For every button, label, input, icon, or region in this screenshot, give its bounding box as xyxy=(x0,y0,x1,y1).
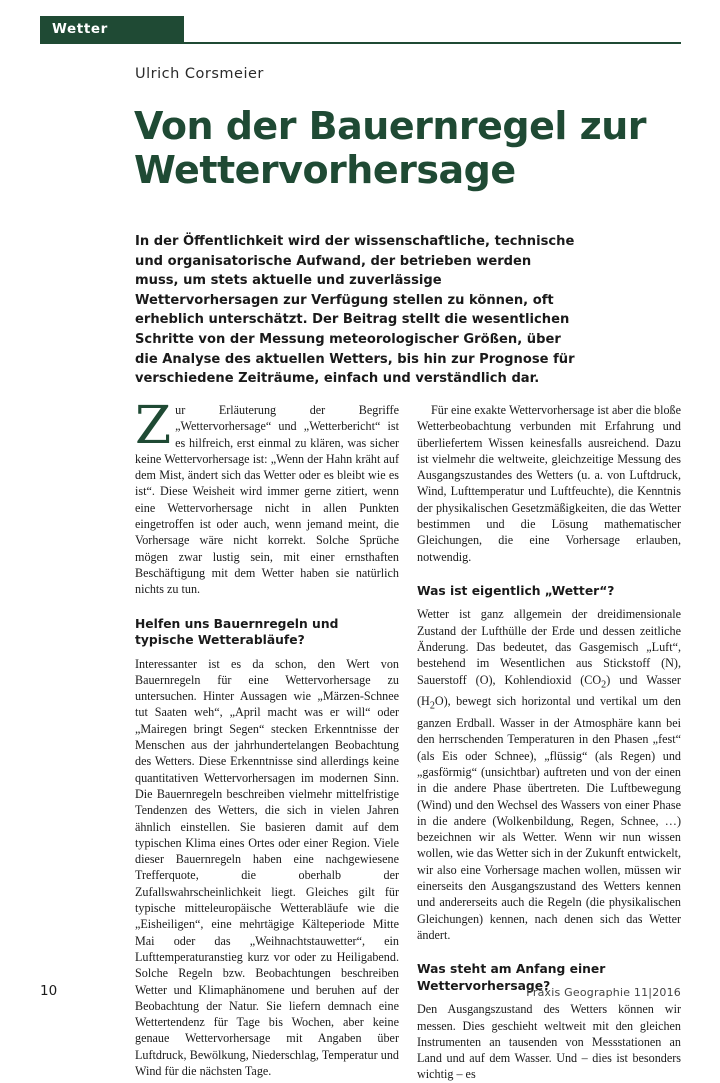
section-text-anfang: Den Ausgangszustand des Wetters können wir messen. Dies geschieht weltweit mit den gleichen Instrumenten an tausenden von Messstationen an Land und auf dem Wasser. Und – dies ist besonders wichtig – es xyxy=(417,1002,681,1082)
page-number: 10 xyxy=(40,983,58,999)
text-fragment: Wetter ist ganz allgemein der dreidimensionale Zustand der Lufthülle der Erde und dessen zeitliche Änderung. Das bedeutet, das Gasgemisch „Luft“, bestehend im Wesentlichen aus Stickstoff (N), Sauerstoff (O), Kohlendioxid (CO xyxy=(417,607,681,687)
section-text-wetter xyxy=(417,606,681,943)
header-rule xyxy=(40,42,681,44)
section-text-bauernregeln: Interessanter ist es da schon, den Wert von Bauernregeln für eine Wettervorhersage zu untersuchen. Hinter Aussagen wie „Märzen-Schnee tut Saaten weh“, „April macht was er will“ oder „Mairegen bringt Segen“ stecken Erkenntnisse der Menschen aus der jahrhundertelangen Beobachtung des Wetters. Diese Erkenntnisse sind allerdings keine quantitativen Wettervorhersagen im modernen Sinn. Die Bauernregeln beschreiben vielmehr mittelfristige Tendenzen des Wetters, die sich in vielen Jahren ähnlich einstellen. Sie basieren damit auf dem typischen Klima eines Ortes oder einer Region. Viele dieser Bauernregeln haben eine nachgewiesene Trefferquote, die oberhalb der Zufallswahrscheinlichkeit liegt. Gleiches gilt für typische mitteleuropäische Wetterabläufe wie die „Eisheiligen“, eine mehrtägige Kälteperiode Mitte Mai oder das „Weihnachtstauwetter“, ein Lufttemperaturanstieg kurz vor oder zu Heiligabend. Solche Regeln bzw. Beobachtungen beschreiben Wetter und Klimaphänomene und beruhen auf der Beobachtung der Natur. Sie liefern demnach eine Wettertendenz für Tage bis Wochen, aber keine genaue Wettervorhersage mit Angaben über Luftdruck, Bewölkung, Niederschlag, Temperatur und Wind für die nächsten Tage. xyxy=(135,656,399,1078)
drop-cap: Z xyxy=(135,396,172,456)
column-right xyxy=(417,402,681,1083)
section-tab xyxy=(40,16,184,43)
intro-text: ur Erläuterung der Begriffe „Wettervorhersage“ und „Wetterbericht“ ist es hilfreich, erst einmal zu klären, was sicher keine Wettervorhersage ist: „Wenn der Hahn kräht auf dem Mist, ändert sich das Wetter oder es bleibt wie es ist“. Diese Weisheit wird immer gerne zitiert, wenn eine Wettervorhersage nicht in allen Punkten eingetroffen ist oder auch, wenn jemand meint, die Vorhersage wäre nicht korrekt. Solche Sprüche mögen zwar lustig sein, mit einer ernsthaften Beschäftigung mit dem Wetter haben sie natürlich nichts zu tun. xyxy=(135,403,399,597)
journal-citation: Praxis Geographie 11|2016 xyxy=(526,986,681,999)
subscript-co2: 2 xyxy=(601,679,607,691)
right-intro-paragraph: Für eine exakte Wettervorhersage ist aber die bloße Wetterbeobachtung verbunden mit Erfahrung und überliefertem Wissen keinesfalls ausreichend. Dazu ist vielmehr die weltweite, gleichzeitige Messung des Ausgangszustandes des Wetters (u. a. von Luftdruck, Wind, Lufttemperatur und Luftfeuchte), die Kenntnis der physikalischen Gesetzmäßigkeiten, die das Wetter bestimmen und die Lösung mathematischer Gleichungen, die eine Vorhersage erlauben, notwendig. xyxy=(417,403,681,564)
section-label: Wetter xyxy=(52,21,108,37)
author-name: Ulrich Corsmeier xyxy=(135,66,264,82)
subscript-h2o: 2 xyxy=(429,700,435,712)
section-heading-wetter: Was ist eigentlich „Wetter“? xyxy=(417,583,615,598)
text-fragment: ) und Wasser (H xyxy=(417,672,681,709)
column-left xyxy=(135,396,399,1079)
article-lead: In der Öffentlichkeit wird der wissenschaftliche, technische und organisatorische Aufwand, der betrieben werden muss, um stets aktuelle und zuverlässige Wettervorhersagen zur Verfügung stellen zu können, oft erheblich unterschätzt. Der Beitrag stellt die wesentlichen Schritte von der Messung meteorologischer Größen, über die Analyse des aktuellen Wetters, bis hin zur Prognose für verschiedene Zeiträume, einfach und verständlich dar. xyxy=(135,234,575,387)
intro-paragraph xyxy=(135,396,399,598)
text-fragment: O), bewegt sich horizontal und vertikal um den ganzen Erdball. Wasser in der Atmosphäre kann bei den herrschenden Temperaturen in den Phasen „fest“ (als Eis oder Schnee), „flüssig“ (als Regen) und „gasförmig“ (unsichtbar) auftreten und von der einen in die andere Phase übertreten. Die Luftbewegung (Wind) und den Wechsel des Wassers von einer Phase in die andere (Wolkenbildung, Regen, Schnee, …) bezeichnen wir als Wetter. Wenn wir nun wissen wollen, wie das Wetter sich in der Zukunft entwickelt, wir also eine Vorhersage machen wollen, müssen wir einerseits den Ausgangszustand des Wetters kennen und andererseits auch die Regeln (die physikalischen Gleichungen) kennen, nach denen sich das Wetter ändert. xyxy=(417,694,681,942)
article-title: Von der Bauernregel zur Wettervorhersage xyxy=(134,104,647,192)
section-heading-bauernregeln: Helfen uns Bauernregeln und typische Wetterabläufe? xyxy=(135,616,339,648)
section-heading-anfang: Was steht am Anfang einer Wettervorhersage? xyxy=(417,962,606,993)
